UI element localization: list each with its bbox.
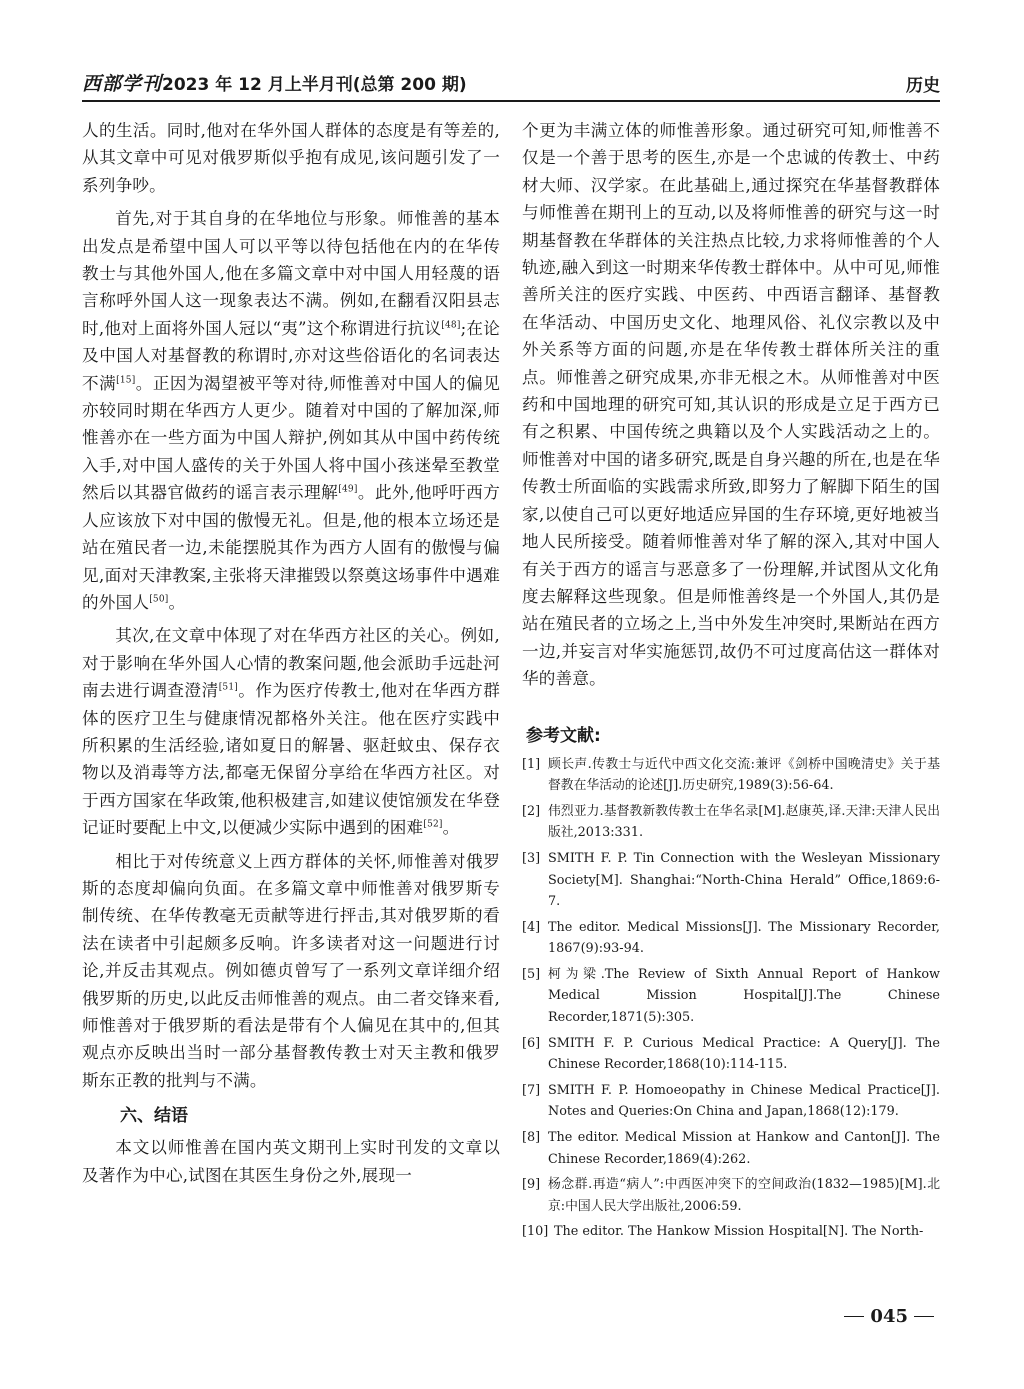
paragraph	[82, 622, 500, 841]
reference-item	[522, 848, 940, 913]
paragraph: 个更为丰满立体的师惟善形象。通过研究可知,师惟善不仅是一个善于思考的医生,亦是一个忠诚的传教士、中药材大师、汉学家。在此基础上,通过探究在华基督教群体与师惟善在期刊上的互动,以及将师惟善的研究与这一时期基督教在华群体的关注热点比较,力求将师惟善的个人轨迹,融入到这一时期来华传教士群体中。从中可见,师惟善所关注的医疗实践、中医药、中西语言翻译、基督教在华活动、中国历史文化、地理风俗、礼仪宗教以及中外关系等方面的问题,亦是在华传教士群体所关注的重点。师惟善之研究成果,亦非无根之木。从师惟善对中医药和中国地理的研究可知,其认识的形成是立足于西方已有之积累、中国传统之典籍以及个人实践活动之上的。师惟善对中国的诸多研究,既是自身兴趣的所在,也是在华传教士所面临的实践需求所致,即努力了解脚下陌生的国家,以使自己可以更好地适应异国的生存环境,更好地被当地人民所接受。随着师惟善对华了解的深入,其对中国人有关于西方的谣言与恶意多了一份理解,并试图从文化角度去解释这些现象。但是师惟善终是一个外国人,其仍是站在殖民者的立场之上,当中外发生冲突时,果断站在西方一边,并妄言对华实施惩罚,故仍不可过度高估这一群体对华的善意。	[522, 121, 940, 689]
reference-number: [2]	[522, 803, 541, 819]
right-column	[522, 117, 940, 1292]
reference-number: [3]	[522, 850, 541, 866]
reference-number: [10]	[522, 1224, 549, 1240]
reference-number: [6]	[522, 1035, 541, 1051]
reference-number: [9]	[522, 1177, 541, 1193]
reference-item	[522, 1033, 940, 1076]
paragraph: 本文以师惟善在国内英文期刊上实时刊发的文章以及著作为中心,试图在其医生身份之外,展现一	[82, 1138, 500, 1185]
citation-marker: [15]	[116, 375, 136, 386]
reference-number: [8]	[522, 1130, 541, 1146]
text-run: 其次,在文章中体现了对在华西方社区的关心。例如,对于影响在华外国人心情的教案问题,他会派助手远赴河南去进行调查澄清	[82, 626, 500, 701]
section-heading: 六、结语	[120, 1106, 188, 1127]
citation-marker: [52]	[423, 819, 443, 830]
journal-name: 西部学刊	[82, 73, 163, 95]
reference-text: The editor. The Hankow Mission Hospital[N]. The North-	[554, 1224, 924, 1240]
reference-item	[522, 1221, 940, 1243]
citation-marker: [51]	[218, 682, 238, 693]
left-column	[82, 117, 500, 1292]
reference-number: [4]	[522, 919, 541, 935]
reference-number: [1]	[522, 756, 541, 772]
reference-item	[522, 754, 940, 797]
text-run: 。作为医疗传教士,他对在华西方群体的医疗卫生与健康情况都格外关注。他在医疗实践中所积累的生活经验,诸如夏日的解暑、驱赶蚊虫、保存衣物以及消毒等方法,都毫无保留分享给在华西方社区。对于西方国家在华政策,他积极建言,如建议使馆颁发在华登记证时要配上中文,以便减少实际中遇到的困难	[82, 681, 500, 838]
reference-text: 杨念群.再造“病人”:中西医冲突下的空间政治(1832—1985)[M].北京:中国人民大学出版社,2006:59.	[548, 1177, 940, 1214]
reference-text: 伟烈亚力.基督教新教传教士在华名录[M].赵康英,译.天津:天津人民出版社,2013:331.	[548, 803, 940, 841]
text-run: 。此外,他呼吁西方人应该放下对中国的傲慢无礼。但是,他的根本立场还是站在殖民者一边,未能摆脱其作为西方人固有的傲慢与偏见,面对天津教案,主张将天津摧毁以祭奠这场事件中遇难的外国人	[82, 483, 500, 612]
reference-number: [7]	[522, 1082, 541, 1098]
reference-number: [5]	[522, 966, 541, 982]
page-number-text: 045	[870, 1306, 908, 1327]
text-run: ;在论及中国人对基督教的称谓时,亦对这些俗语化的名词表达不满	[82, 318, 500, 393]
reference-text: SMITH F. P. Curious Medical Practice: A Query[J]. The Chinese Recorder,1868(10):114-115.	[548, 1035, 940, 1073]
paragraph	[82, 205, 500, 616]
reference-item	[522, 1080, 940, 1123]
journal-issue: 2023 年 12 月上半月刊(总第 200 期)	[162, 75, 467, 95]
reference-item	[522, 964, 940, 1029]
reference-item	[522, 1174, 940, 1217]
reference-text: SMITH F. P. Homoeopathy in Chinese Medical Practice[J]. Notes and Queries:On China and Japan,1868(12):179.	[548, 1082, 940, 1120]
citation-marker: [50]	[149, 594, 169, 605]
dash-decoration	[914, 1316, 934, 1317]
text-run: 。	[442, 818, 460, 838]
page-number	[844, 1306, 934, 1327]
section-label: 历史	[906, 76, 940, 96]
dash-decoration	[844, 1316, 864, 1317]
citation-marker: [49]	[338, 484, 358, 495]
reference-text: 柯为梁.The Review of Sixth Annual Report of Hankow Medical Mission Hospital[J].The Chinese Recorder,1871(5):305.	[548, 966, 940, 1026]
references-heading: 参考文献:	[526, 725, 601, 746]
reference-text: SMITH F. P. Tin Connection with the Wesleyan Missionary Society[M]. Shanghai:“North-China Herald” Office,1869:6-7.	[548, 850, 940, 910]
running-header	[82, 66, 940, 102]
citation-marker: [48]	[441, 320, 461, 331]
reference-list	[522, 754, 940, 1243]
reference-text: The editor. Medical Missions[J]. The Missionary Recorder, 1867(9):93-94.	[548, 919, 940, 957]
journal-info	[82, 69, 467, 100]
text-run: 。正因为渴望被平等对待,师惟善对中国人的偏见亦较同时期在华西方人更少。随着对中国的了解加深,师惟善亦在一些方面为中国人辩护,例如其从中国中药传统入手,对中国人盛传的关于外国人将中国小孩迷晕至教堂然后以其器官做药的谣言表示理解	[82, 373, 500, 503]
text-run: 。	[168, 592, 186, 612]
paragraph: 人的生活。同时,他对在华外国人群体的态度是有等差的,从其文章中可见对俄罗斯似乎抱有成见,该问题引发了一系列争吵。	[82, 121, 500, 195]
paragraph: 相比于对传统意义上西方群体的关怀,师惟善对俄罗斯的态度却偏向负面。在多篇文章中师惟善对俄罗斯专制传统、在华传教毫无贡献等进行抨击,其对俄罗斯的看法在读者中引起颇多反响。许多读者对这一问题进行讨论,并反击其观点。例如德贞曾写了一系列文章详细介绍俄罗斯的历史,以此反击师惟善的观点。由二者交锋来看,师惟善对于俄罗斯的看法是带有个人偏见在其中的,但其观点亦反映出当时一部分基督教传教士对天主教和俄罗斯东正教的批判与不满。	[82, 851, 500, 1090]
reference-text: The editor. Medical Mission at Hankow and Canton[J]. The Chinese Recorder,1869(4):262.	[548, 1130, 940, 1167]
reference-text: 顾长声.传教士与近代中西文化交流:兼评《剑桥中国晚清史》关于基督教在华活动的论述[J].历史研究,1989(3):56-64.	[548, 756, 940, 794]
reference-item	[522, 801, 940, 844]
reference-item	[522, 917, 940, 960]
reference-item	[522, 1127, 940, 1170]
text-run: 首先,对于其自身的在华地位与形象。师惟善的基本出发点是希望中国人可以平等以待包括他在内的在华传教士与其他外国人,他在多篇文章中对中国人用轻蔑的语言称呼外国人这一现象表达不满。例如,在翻看汉阳县志时,他对上面将外国人冠以“夷”这个称谓进行抗议	[82, 209, 500, 338]
